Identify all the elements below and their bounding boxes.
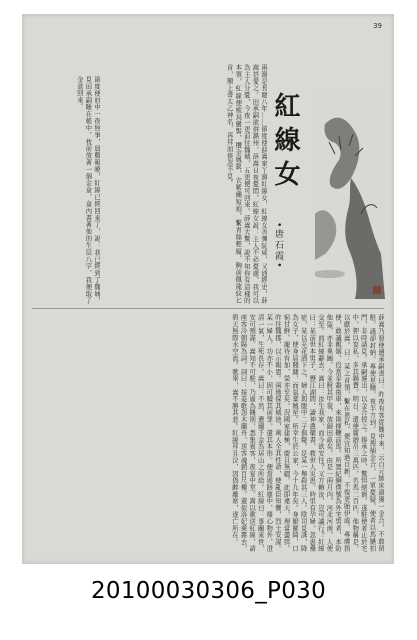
body-text-lower: 薛嵩乃發使遺承嗣書曰：昨夜有客從魏中來，云自元帥床頭獲一金合，不敢留駐，謹卻封納。專使星馳，夜半方到。見搜捕金合，一軍憂疑。使者以馬撾扣門，非時請見。承嗣遽出，以金合授之。捧承之時，驚怛絕倒。遂駐使者止於宅中，狎以宴私，多其錫賚。明日，遣使齎繒帛三萬匹，名馬二百匹，他物稱是，以獻於嵩。曰：某之首領，繫在恩私。便宜知過自新，不復更貽伊戚。專膺指使，敢議親姻。役當奉轂後車，來則揮鞭前馬。所置紀綱僕號為外宅男者，本防他盜，亦非異圖。今並脫其甲裳，放歸田畝矣。由是一兩月內，河北河南，人使交至。而紅線辭去。嵩曰：汝生我家，而今欲安往？又方賴汝，豈可議行？紅線曰：某前世本男子，歷江湖間，讀神農藥書，救世人災患。時里有孕婦，忽患蠱症，某以芫花酒下之，婦人與腹中二子俱斃。是某一舉殺其三人。陰司見誅，降為女子，使身居賤隸，而氣稟賊星。所幸生於公家，今十九年矣。身厭羅綺，口窮甘鮮，寵待有加，榮亦至矣。況國家建極，慶且無疆。此即違天，理當盡弭。昨往魏郡，以示報恩。兩地保其城池，萬人全其性命，使亂臣知懼，烈士安謀。某一婦人，功亦不小，固可贖其前罪，還其本形。便當遁跡塵中，棲心物外，澄清一氣，生死長存。嵩曰：不然，遺爾千金為居山之所給。紅線曰：事關來世，安可預謀。嵩知不可駐，乃廣為餞別，悉集賓客，夜宴中堂。嵩以歌送紅線，請座客冷朝陽為詞。詞曰：採菱歌怨木蘭舟，送客魂銷百尺樓。還似洛妃乘霧去，碧天無際水空流。歌畢，嵩不勝其悲。紅線拜且泣，因偽醉離席，遂亡所在。 [230,314,384,552]
article-title: 紅線女 [270,92,300,194]
title-block [270,92,310,297]
image-id-caption: 20100030306_P030 [90,578,327,604]
article-author: •唐石霞• [273,222,283,270]
landscape-painting [315,94,385,299]
page-number: 39 [373,22,382,30]
body-text-upper-middle: 兩淵是長慶八年……節度使薛嵩家丫頭紅線女，紅線女善彈阮咸，又通經史，薛嵩甚愛之。田承嗣欲併潞州，薛嵩日夜憂悶，紅線女說：主人不必憂慮，我可以為主人分憂，今夜一更前往魏城，五更便可回來。薛嵩大驚，說不知你有這樣的本領，紅線便梳烏蠻髻，攢金鳳釵，衣紫繡短袍，繫青絲輕履，胸前佩龍紋匕首，額上書太乙神名，再拜而倏忽不見。 [225,64,267,304]
magazine-page [22,14,394,564]
section-divider [32,308,384,309]
body-text-upper-left: 節度使府中一夜無事，晨雞報曉，紅線已經回來了，說：我已經到了魏城，見田承嗣睡在帳中，枕前放著一個金盒，盒內書著他的生辰八字，我便取了金盒回來。 [75,76,100,304]
